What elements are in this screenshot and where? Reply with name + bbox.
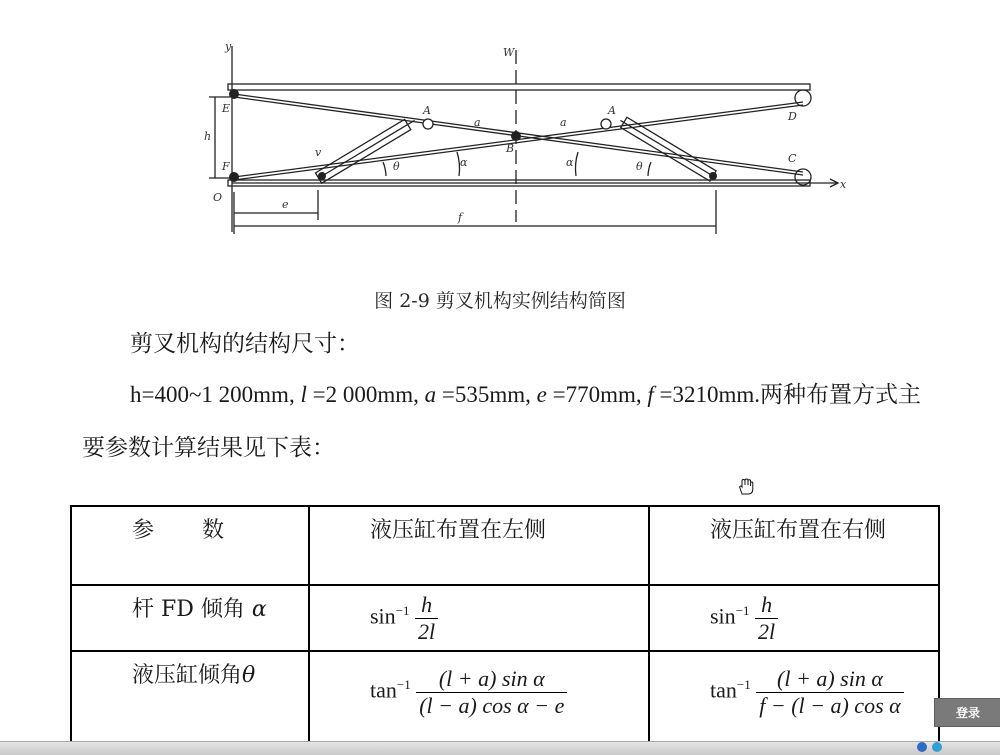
header-right bbox=[649, 506, 939, 585]
label-w: W bbox=[503, 46, 515, 59]
label-h: h bbox=[204, 130, 212, 143]
tray-icon-blue[interactable] bbox=[917, 742, 927, 752]
label-f-dim: f bbox=[458, 211, 463, 224]
row2-label bbox=[72, 652, 308, 689]
label-a-right: A bbox=[608, 104, 616, 117]
row2-left-formula bbox=[310, 652, 648, 719]
frac-den: f − (l − a) cos α bbox=[759, 693, 901, 718]
row2-label-symbol: θ bbox=[242, 663, 256, 688]
frac-den: (l − a) cos α − e bbox=[419, 693, 565, 718]
h-range: h=400~1 200mm, bbox=[130, 382, 301, 407]
label-link-a-left: a bbox=[474, 116, 481, 129]
roller-d bbox=[795, 90, 811, 106]
label-e-point: E bbox=[222, 102, 231, 115]
label-alpha-left: α bbox=[460, 156, 468, 169]
parameter-table bbox=[70, 505, 940, 752]
left-hydraulic-cylinder bbox=[315, 115, 417, 183]
row2-right-formula bbox=[650, 652, 938, 719]
table-intro: 要参数计算结果见下表： bbox=[82, 435, 335, 461]
func-sup: −1 bbox=[396, 677, 411, 693]
l-value: =2 000mm, bbox=[306, 382, 425, 407]
l-symbol: l bbox=[300, 382, 307, 407]
header-param bbox=[71, 506, 309, 585]
e-symbol: e bbox=[536, 382, 547, 407]
frac-num: h bbox=[415, 592, 438, 619]
func-name: sin bbox=[370, 603, 396, 629]
hinge-b bbox=[511, 131, 521, 141]
func-sup: −1 bbox=[736, 677, 751, 693]
table-header-row bbox=[71, 506, 939, 585]
frac-den: 2l bbox=[418, 619, 436, 644]
label-alpha-right: α bbox=[566, 156, 574, 169]
row1-right-formula bbox=[650, 586, 938, 645]
header-param-char2: 数 bbox=[202, 518, 225, 543]
figure-caption: 图 2-9 剪叉机构实例结构简图 bbox=[374, 290, 626, 312]
header-right-label: 液压缸布置在右侧 bbox=[710, 518, 887, 543]
row1-label-text: 杆 FD 倾角 bbox=[132, 597, 245, 622]
row1-left-formula bbox=[310, 586, 648, 645]
label-y: y bbox=[225, 40, 232, 53]
top-platform bbox=[228, 84, 810, 90]
func-name: tan bbox=[710, 677, 737, 703]
hand-cursor-icon bbox=[736, 478, 756, 496]
table-row bbox=[71, 585, 939, 651]
table-row bbox=[71, 651, 939, 751]
header-left bbox=[309, 506, 649, 585]
label-d: D bbox=[788, 110, 797, 123]
header-left-label: 液压缸布置在左侧 bbox=[370, 518, 547, 543]
taskbar bbox=[0, 741, 1000, 755]
row2-label-text: 液压缸倾角 bbox=[132, 663, 243, 688]
label-v: v bbox=[315, 146, 322, 159]
tray-icon-globe[interactable] bbox=[932, 742, 942, 752]
a-value: =535mm, bbox=[436, 382, 537, 407]
label-f-point: F bbox=[222, 160, 230, 173]
system-tray bbox=[917, 742, 942, 754]
header-param-char1: 参 bbox=[132, 518, 155, 543]
label-x: x bbox=[840, 178, 847, 191]
hinge-a-right bbox=[601, 119, 611, 129]
hinge-e bbox=[229, 89, 239, 99]
func-sup: −1 bbox=[395, 603, 410, 619]
login-button[interactable]: 登录 bbox=[934, 698, 1000, 727]
dimensions-line bbox=[130, 376, 921, 409]
hinge-f bbox=[229, 172, 239, 182]
label-o: O bbox=[213, 191, 223, 204]
f-value: =3210mm.两种布置方式主 bbox=[653, 382, 922, 407]
row1-label bbox=[72, 586, 308, 623]
func-sup: −1 bbox=[735, 603, 750, 619]
func-name: tan bbox=[370, 677, 397, 703]
label-b: B bbox=[506, 142, 515, 155]
f-symbol: f bbox=[647, 382, 654, 407]
label-link-a-right: a bbox=[560, 116, 567, 129]
frac-num: (l + a) sin α bbox=[756, 666, 903, 693]
hinge-a-left bbox=[423, 119, 433, 129]
scissor-mechanism-diagram bbox=[0, 0, 1000, 280]
label-c: C bbox=[788, 152, 797, 165]
frac-num: (l + a) sin α bbox=[416, 666, 567, 693]
label-a-left: A bbox=[423, 104, 431, 117]
label-theta-right: θ bbox=[636, 160, 643, 173]
label-e-dim: e bbox=[282, 198, 289, 211]
a-symbol: a bbox=[424, 382, 437, 407]
dimensions-heading: 剪叉机构的结构尺寸： bbox=[130, 331, 360, 357]
e-value: =770mm, bbox=[546, 382, 648, 407]
label-theta-left: θ bbox=[393, 160, 400, 173]
frac-den: 2l bbox=[758, 619, 776, 644]
frac-num: h bbox=[755, 592, 778, 619]
row1-label-symbol: α bbox=[251, 597, 267, 622]
func-name: sin bbox=[710, 603, 736, 629]
